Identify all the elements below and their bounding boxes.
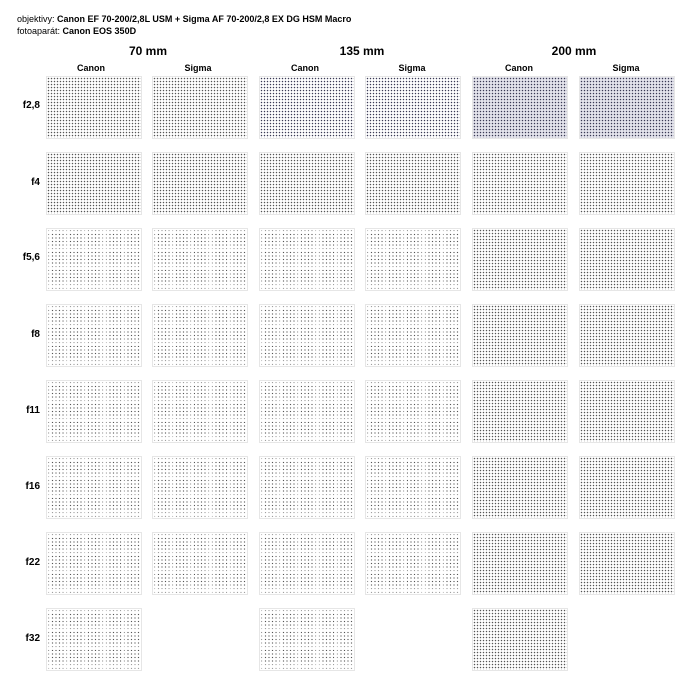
lens-label-135-sigma: Sigma (398, 63, 426, 73)
camera-value: Canon EOS 350D (62, 26, 137, 36)
sample-70-sigma-f5-6 (152, 228, 248, 291)
sample-70-sigma-f4 (152, 152, 248, 215)
sample-135-sigma-f4 (365, 152, 461, 215)
sample-135-sigma-f5-6 (365, 228, 461, 291)
sample-70-canon-f32 (46, 608, 142, 671)
lenses-value: Canon EF 70-200/2,8L USM + Sigma AF 70-200/2,8 EX DG HSM Macro (57, 14, 352, 24)
sample-70-sigma-f16 (152, 456, 248, 519)
sample-70-canon-f11 (46, 380, 142, 443)
sample-135-canon-f22 (259, 532, 355, 595)
sample-70-canon-f8 (46, 304, 142, 367)
aperture-label-f5-6: f5,6 (22, 252, 40, 263)
lens-label-200-sigma: Sigma (612, 63, 640, 73)
sample-135-sigma-f16 (365, 456, 461, 519)
focal-label-70: 70 mm (128, 44, 168, 58)
lenses-prefix: objektivy: (17, 14, 58, 24)
sample-200-canon-f11 (472, 380, 568, 443)
lens-label-135-canon: Canon (291, 63, 319, 73)
aperture-label-f16: f16 (25, 481, 40, 492)
sample-200-canon-f2-8 (472, 76, 568, 139)
sample-70-canon-f5-6 (46, 228, 142, 291)
sample-135-sigma-f8 (365, 304, 461, 367)
sample-200-sigma-f16 (579, 456, 675, 519)
aperture-label-f32: f32 (25, 633, 40, 644)
sample-135-canon-f8 (259, 304, 355, 367)
sample-135-canon-f16 (259, 456, 355, 519)
sample-200-canon-f4 (472, 152, 568, 215)
sample-70-canon-f4 (46, 152, 142, 215)
focal-label-135: 135 mm (339, 44, 385, 58)
header (17, 13, 351, 37)
lens-label-70-sigma: Sigma (184, 63, 212, 73)
aperture-label-f8: f8 (31, 329, 40, 340)
sample-135-canon-f5-6 (259, 228, 355, 291)
sample-200-canon-f16 (472, 456, 568, 519)
lens-label-200-canon: Canon (505, 63, 533, 73)
lens-label-70-canon: Canon (77, 63, 105, 73)
sample-70-canon-f2-8 (46, 76, 142, 139)
sample-200-sigma-f11 (579, 380, 675, 443)
camera-prefix: fotoaparát: (17, 26, 63, 36)
camera-line (17, 25, 351, 37)
aperture-label-f22: f22 (25, 557, 40, 568)
aperture-label-f11: f11 (26, 405, 40, 416)
sample-200-sigma-f8 (579, 304, 675, 367)
sample-70-canon-f16 (46, 456, 142, 519)
sample-200-canon-f5-6 (472, 228, 568, 291)
sample-135-canon-f32 (259, 608, 355, 671)
focal-label-200: 200 mm (551, 44, 597, 58)
sample-200-sigma-f2-8 (579, 76, 675, 139)
aperture-label-f4: f4 (31, 177, 40, 188)
sample-200-sigma-f5-6 (579, 228, 675, 291)
sample-70-sigma-f2-8 (152, 76, 248, 139)
sample-135-canon-f11 (259, 380, 355, 443)
sample-70-sigma-f8 (152, 304, 248, 367)
sample-70-sigma-f11 (152, 380, 248, 443)
sample-135-canon-f2-8 (259, 76, 355, 139)
sample-135-sigma-f2-8 (365, 76, 461, 139)
sample-70-sigma-f22 (152, 532, 248, 595)
sample-200-sigma-f4 (579, 152, 675, 215)
sample-200-sigma-f22 (579, 532, 675, 595)
sample-135-canon-f4 (259, 152, 355, 215)
aperture-label-f2-8: f2,8 (22, 100, 40, 111)
sample-70-canon-f22 (46, 532, 142, 595)
lenses-line (17, 13, 351, 25)
sample-200-canon-f22 (472, 532, 568, 595)
sample-200-canon-f8 (472, 304, 568, 367)
sample-135-sigma-f22 (365, 532, 461, 595)
sample-200-canon-f32 (472, 608, 568, 671)
sample-135-sigma-f11 (365, 380, 461, 443)
